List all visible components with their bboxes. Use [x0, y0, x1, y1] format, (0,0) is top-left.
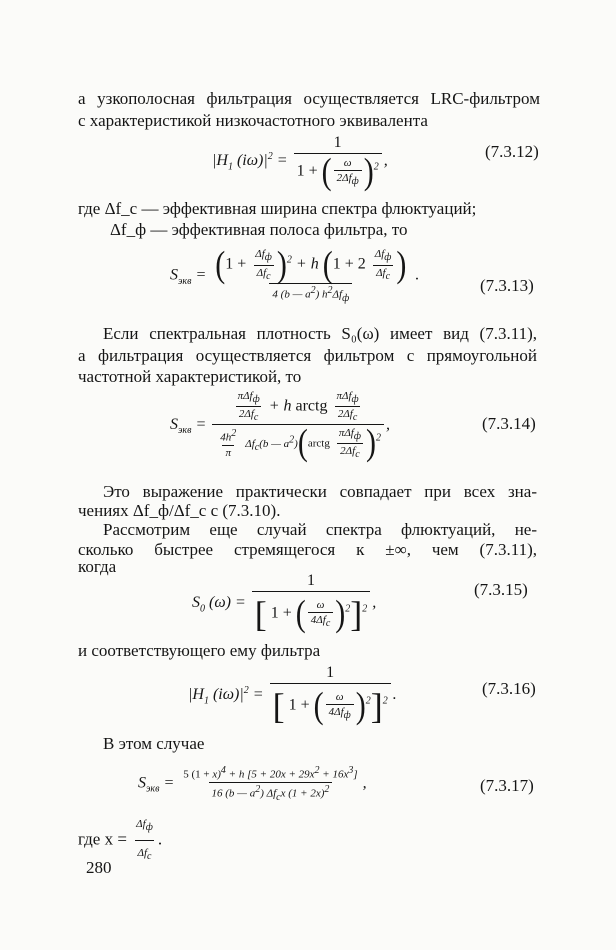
text-line: и соответствующего ему фильтра [78, 641, 321, 660]
text-line: где x = $\frac{\Delta f_ф}{\Delta f_c}$ . [78, 813, 162, 868]
text-line: с характеристикой низкочастотного эквивалента [78, 111, 428, 130]
page-number: 280 [86, 858, 112, 877]
equation-number: (7.3.12) [485, 142, 539, 161]
equation-7-3-12: $|H_1$ $(i\omega)|^2$ = 1 1 + ( $\frac{\omega}{2\Delta f_ф}$ )$^2$ , [212, 134, 388, 192]
text-line: Это выражение практически совпадает при всех зна- [103, 482, 537, 501]
text-line: когда [78, 557, 117, 576]
equation-number: (7.3.17) [480, 776, 534, 795]
text-line: а фильтрация осуществляется фильтром с прямоугольной [78, 346, 537, 365]
equation-7-3-13: $S_{экв}$ = (1 + $\frac{\Delta f_ф}{\Delta f_c}$ )$^2$ + h (1 + 2 $\frac{\Delta f_ф}{\Delta f_c}$ ) 4 (b — $a^2$) $h^2\Delta f_ф$ . [170, 243, 420, 304]
text-line: Рассмотрим еще случай спектра флюктуаций, не- [103, 520, 537, 539]
text-line: В этом случае [103, 734, 205, 753]
text-line: где Δf_c — эффективная ширина спектра флюктуаций; [78, 199, 477, 218]
text-line: частотной характеристикой, то [78, 367, 302, 386]
text-line: а узкополосная фильтрация осуществляется LRC-фильтром [78, 89, 540, 108]
equation-7-3-16: $|H_1$ $(i\omega)|^2$ = 1 [ 1 + ( $\frac{\omega}{4\Delta f_ф}$ )$^2$]$^2$ . [188, 664, 397, 726]
equation-number: (7.3.13) [480, 276, 534, 295]
equation-number: (7.3.15) [474, 580, 528, 599]
text-line: чениях Δf_ф/Δf_c с (7.3.10). [78, 501, 281, 520]
equation-7-3-17: $S_{экв}$ = $\frac{5 (1 + x)^4 + h [5 + 20x + 29x^2 + 16x^3]}{16 (b — a^2) \Delta f_cx (1 + 2x)^2}$ , [138, 765, 367, 803]
equation-7-3-14: $S_{экв}$ = $\frac{\pi\Delta f_ф}{2\Delta f_c}$ + h arctg $\frac{\pi\Delta f_ф}{2\Delta f_c}$ $\frac{4h^2}{\pi}$ $\Delta f_c(b$ — $a^2)(arctg$ $\frac{\pi\Delta f_ф}{2\Delta f_c}$ )$^2$ , [170, 390, 390, 464]
equation-number: (7.3.14) [482, 414, 536, 433]
text-line-prefix: где x = [78, 829, 127, 849]
text-line: Если спектральная плотность S₀(ω) имеет вид (7.3.11), [103, 324, 537, 343]
equation-7-3-15: $S_0$ (ω) = 1 [ 1 + ( $\frac{\omega}{4\Delta f_c}$ )$^2$]$^2$ , [192, 572, 377, 634]
text-line: Δf_ф — эффективная полоса фильтра, то [110, 220, 408, 239]
text-line: сколько быстрее стремящегося к ±∞, чем (7.3.11), [78, 540, 537, 559]
equation-number: (7.3.16) [482, 679, 536, 698]
